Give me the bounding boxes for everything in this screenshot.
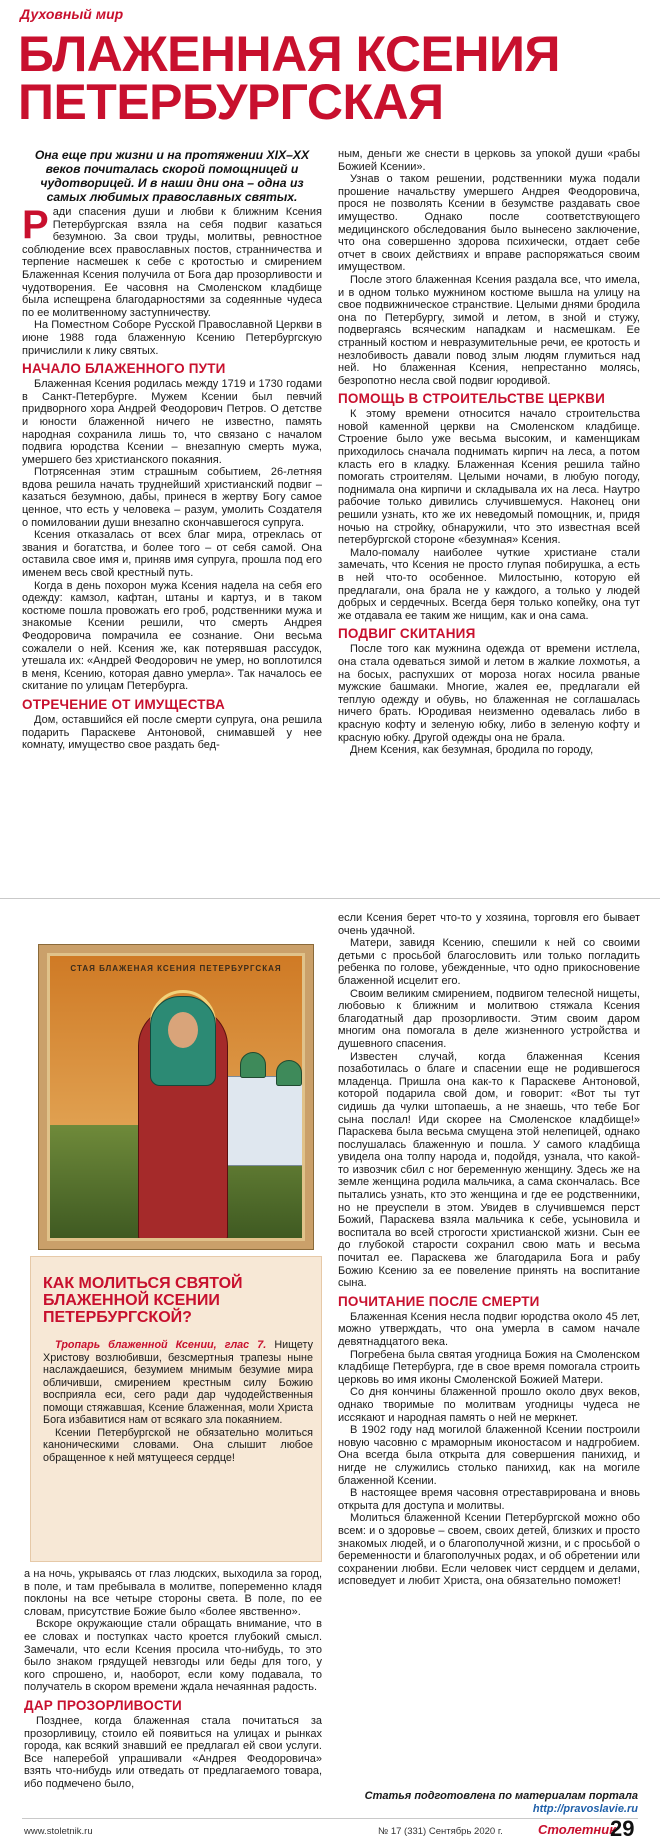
source-credit	[334, 1790, 638, 1816]
article-column-3	[24, 1568, 322, 1814]
prayer-heading: КАК МОЛИТЬСЯ СВЯТОЙ БЛАЖЕННОЙ КСЕНИИ ПЕТЕРБУРГСКОЙ?	[43, 1275, 243, 1326]
paragraph: К этому времени относится начало строительства новой каменной церкви на Смоленском кладбище. Строение было уже весьма высоким, и каменщикам приходилось сначала поднимать кирпич на леса, а потом класть его в кладку. Блаженная Ксения решила тайно помогать строителям. Целыми ночами, в любую погоду, поднимала она кирпичи и складывала их на леса. Наутро рабочие только дивились случившемуся. Наконец они решили узнать, кто же их неведомый помощник, и, придя ночью на стройку, обнаружили, что это известная всей петербургской стороне «безумная» Ксения.	[338, 408, 640, 547]
page-title: БЛАЖЕННАЯ КСЕНИЯ ПЕТЕРБУРГСКАЯ	[18, 26, 560, 130]
paragraph: После того как мужнина одежда от времени истлела, она стала одеваться зимой и летом в жалкие лохмотья, а на босых, распухших от мороза ногах носила рваные мужские башмаки. Многие, жалея ее, предлагали ей теплую одежду и обувь, но блаженная не соглашалась ничего брать. Юродивая неизменно одевалась либо в красную кофту и зеленую юбку, либо в зеленую кофту и красную юбку. Другой одежды она не брала.	[338, 643, 640, 744]
church-dome	[240, 1052, 266, 1078]
prayer-sidebar	[30, 1256, 322, 1562]
paragraph: После этого блаженная Ксения раздала все, что имела, и в одном только мужнином костюме вышла на улицу на свое подвижническое странствие. Целыми днями бродила она по Петербургу, зимой и летом, в зной и стужу, подвергаясь всяческим нападкам и насмешкам. Ее странный костюм и невразумительные речи, ее кротость и незлобивость давали повод злым людям глумиться над ней. Но блаженная Ксения, непрестанно молясь, безропотно несла свой подвиг юродивой.	[338, 273, 640, 387]
footer-brand: Столетник	[538, 1822, 616, 1837]
icon-caption: СТАЯ БЛАЖЕНАЯ КСЕНИЯ ПЕТЕРБУРГСКАЯ	[70, 964, 282, 973]
paragraph: а на ночь, укрываясь от глаз людских, выходила за город, в поле, и там пребывала в молитве, попеременно кладя поклоны на все четыре стороны света. В поле, по ее словам, присутствие Божие было «более явственно».	[24, 1568, 322, 1618]
footer-issue: № 17 (331) Сентябрь 2020 г.	[378, 1826, 503, 1837]
paragraph: Матери, завидя Ксению, спешили к ней со своими детьми с просьбой благословить или только погладить ребенка по голове, убежденные, что одно прикосновение блаженной исцелит его.	[338, 937, 640, 987]
section-heading: ПОЧИТАНИЕ ПОСЛЕ СМЕРТИ	[338, 1293, 540, 1309]
church-dome	[276, 1060, 302, 1086]
paragraph: Когда в день похорон мужа Ксения надела на себя его одежду: камзол, кафтан, штаны и картуз, и в таком костюме пошла провожать его гроб, родственники мужа и знакомые Ксении решили, что смерть Андрея Феодоровича помрачила ее сознание. Они весьма сожалели о ней. Ксения же, как потерявшая рассудок, утешала их: «Андрей Феодорович не умер, но воплотился в меня, Ксению, которая давно умерла». Так началось ее скитание по улицам Петербурга.	[22, 579, 322, 693]
paragraph: В 1902 году над могилой блаженной Ксении построили новую часовню с мраморным иконостасом и надгробием. Она всегда была открыта для совершения панихид, и нигде не служились столько панихид, как на могиле блаженной Ксении.	[338, 1424, 640, 1487]
section-heading: НАЧАЛО БЛАЖЕННОГО ПУТИ	[22, 361, 226, 377]
paragraph: Узнав о таком решении, родственники мужа подали прошение начальству умершего Андрея Феодоровича, прося не позволять Ксении в безумстве раздавать свое имущество. Однако после соответствующего медицинского обследования было вынесено заключение, что она совершенно здорова психически, отдает себе отчет в своих действиях и вправе распоряжаться своим имуществом.	[338, 173, 640, 274]
paragraph: Своим великим смирением, подвигом телесной нищеты, любовью к ближним и молитвою стяжала Ксения благодатный дар прозорливости. Этим своим даром многим она помогала в деле жизненного устройства и душевного спасения.	[338, 987, 640, 1050]
paragraph: Со дня кончины блаженной прошло около двух веков, однако творимые по молитвам угодницы чудеса не иссякают и народная память о ней не меркнет.	[338, 1386, 640, 1424]
paragraph: ным, деньги же снести в церковь за упокой души «рабы Божией Ксении».	[338, 148, 640, 173]
footer-rule	[22, 1818, 638, 1819]
paragraph: Мало-помалу наиболее чуткие христиане стали замечать, что Ксения не просто глупая побирушка, а есть в ней что-то особенное. Милостыню, которую ей предлагали, она брала не у каждого, а только у людей добрых и сердечных. Всегда беря только копейку, она тут же отдавала ее таким же нищим, как и она сама.	[338, 546, 640, 622]
paragraph: Известен случай, когда блаженная Ксения позаботилась о благе и спасении еще не родившегося младенца. Пришла она как-то к Параскеве Антоновой, которой подарила свой дом, и говорит: «Вот ты тут сидишь да чулки штопаешь, а не знаешь, что тебе Бог сына послал! Иди скорее на Смоленское кладбище!» Параскева была весьма смущена этой нелепицей, однако послушалась блаженную и пошла. У самого кладбища увидела она толпу народа и, подойдя, узнала, что какой-то извозчик сбил с ног беременную женщину. Здесь же на земле женщина родила мальчика, а сама скончалась. Все пытались узнать, кто это женщина и где ее родственники, но не преуспели в этом. Увидев в случившемся перст Божий, Параскева взяла мальчика к себе, усыновила и воспитала во всей строгости христианской жизни. Сын ее до глубокой старости сохранил свою мать и весьма почитал ее. Параскева же благодарила Бога и рабу Божию Ксению за ее повеление принять на воспитание сына.	[338, 1050, 640, 1290]
paragraph: Днем Ксения, как безумная, бродила по городу,	[350, 744, 594, 757]
paragraph: Ксении Петербургской не обязательно молиться каноническими словами. Она слышит любое обращенное к ней мятущееся сердце!	[43, 1426, 313, 1464]
saint-xenia-icon	[47, 953, 305, 1241]
section-rubric: Духовный мир	[20, 6, 124, 22]
paragraph: Молиться блаженной Ксении Петербургской можно обо всем: и о здоровье – своем, своих детей, близких и просто знакомых людей, и о благополучной жизни, и с просьбой о беременности и благополучных родах, и об обретении или сохранении любви. Если человек чист сердцем и делами, исповедует и любит Христа, она обязательно поможет!	[338, 1512, 640, 1588]
article-column-4	[338, 912, 640, 1786]
paragraph: Блаженная Ксения несла подвиг юродства около 45 лет, можно утверждать, что она умерла в самом начале девятнадцатого века.	[338, 1310, 640, 1348]
drop-cap: Р	[22, 206, 49, 247]
icon-image-frame	[38, 944, 314, 1250]
paragraph: Позднее, когда блаженная стала почитаться за прозорливицу, стоило ей появиться на улицах и рынках города, как всякий знавший ее предлагал ей свои услуги. Все наперебой упрашивали «Андрея Феодоровича» взять что-нибудь или отведать от предлагаемого товара, ибо подмечено было,	[24, 1714, 322, 1790]
page-number: 29	[610, 1816, 635, 1841]
paragraph: На Поместном Соборе Русской Православной Церкви в июне 1988 года блаженную Ксению Петербургскую причислили к лику святых.	[22, 319, 322, 357]
credit-line: Статья подготовлена по материалам портала	[364, 1790, 638, 1802]
section-heading: ОТРЕЧЕНИЕ ОТ ИМУЩЕСТВА	[22, 696, 225, 712]
lead-paragraph: Она еще при жизни и на протяжении XIX–XX веков почиталась скорой помощницей и чудотворицей. И в наши дни она – одна из самых любимых православных святых.	[34, 148, 310, 204]
section-heading: ДАР ПРОЗОРЛИВОСТИ	[24, 1697, 182, 1713]
prayer-text	[43, 1339, 313, 1464]
paragraph: Блаженная Ксения родилась между 1719 и 1730 годами в Санкт-Петербурге. Мужем Ксении был певчий придворного хора Андрей Феодорович Петров. О детстве и юности блаженной ничего не известно, память народная сохранила лишь то, что связано с началом подвига юродства Ксении – внезапную смерть мужа, умершего без христианского покаяния.	[22, 378, 322, 466]
page-divider	[0, 898, 660, 899]
paragraph: Вскоре окружающие стали обращать внимание, что в ее словах и поступках часто кроется глубокий смысл. Замечали, что если Ксения просила что-нибудь, то это было знаком грядущей невзгоды или беды для того, у кого спрошено, и, наоборот, если кому подавала, то получатель в скором времени ждала нечаянная радость.	[24, 1618, 322, 1694]
paragraph: если Ксения берет что-то у хозяина, торговля его бывает очень удачной.	[338, 912, 640, 937]
article-column-1	[22, 206, 322, 896]
saint-face	[168, 1012, 198, 1048]
paragraph: Дом, оставшийся ей после смерти супруга, она решила подарить Параскеве Антоновой, снимавшей у нее комнату, имущество свое раздать бед-	[22, 713, 322, 752]
section-heading: ПОДВИГ СКИТАНИЯ	[338, 626, 476, 642]
paragraph: В настоящее время часовня отреставрирована и вновь открыта для доступа и молитвы.	[338, 1487, 640, 1512]
section-heading: ПОМОЩЬ В СТРОИТЕЛЬСТВЕ ЦЕРКВИ	[338, 391, 605, 407]
troparion-label: Тропарь блаженной Ксении, глас 7.	[55, 1339, 267, 1351]
paragraph: Погребена была святая угодница Божия на Смоленском кладбище Петербурга, где в свое время помогала строить церковь во имя иконы Смоленской Божией Матери.	[338, 1348, 640, 1386]
source-link[interactable]: http://pravoslavie.ru	[532, 1803, 638, 1815]
troparion-text: Нищету Христову возлюбивши, безсмертныя трапезы ныне наслаждаешися, безумием мнимым безумие мира обличивши, смирением крестным силу Божию восприяла еси, сего ради дар чудодейственныя помощи стяжавшая, Ксение блаженная, моли Христа Бога избавитися нам от всякаго зла покаянием.	[43, 1339, 314, 1426]
footer-site-link[interactable]: www.stoletnik.ru	[24, 1826, 93, 1837]
paragraph: ади спасения души и любви к ближним Ксения Петербургская взяла на себя подвиг казаться безумною. За свои труды, молитвы, ревностное соблюдение всех православных постов, странничества и терпение насмешек к себе с кротостью и смирением Блаженная Ксения получила от Бога дар прозорливости и чудотворения. Ее часовня на Смоленском кладбище была испещрена благодарностями за содеянные чудеса по ее молитвенному заступничеству.	[22, 206, 322, 319]
article-column-2	[338, 148, 640, 896]
paragraph: Потрясенная этим страшным событием, 26-летняя вдова решила начать труднейший христианский подвиг – казаться безумною, дабы, принеся в жертву Богу самое ценное, что есть у человека – разум, умолить Создателя о помиловании души внезапно скончавшегося супруга.	[22, 466, 322, 529]
paragraph: Ксения отказалась от всех благ мира, отреклась от звания и богатства, и более того – от себя самой. Она оставила свое имя и, приняв имя супруга, прошла под его именем весь свой крестный путь.	[22, 529, 322, 580]
